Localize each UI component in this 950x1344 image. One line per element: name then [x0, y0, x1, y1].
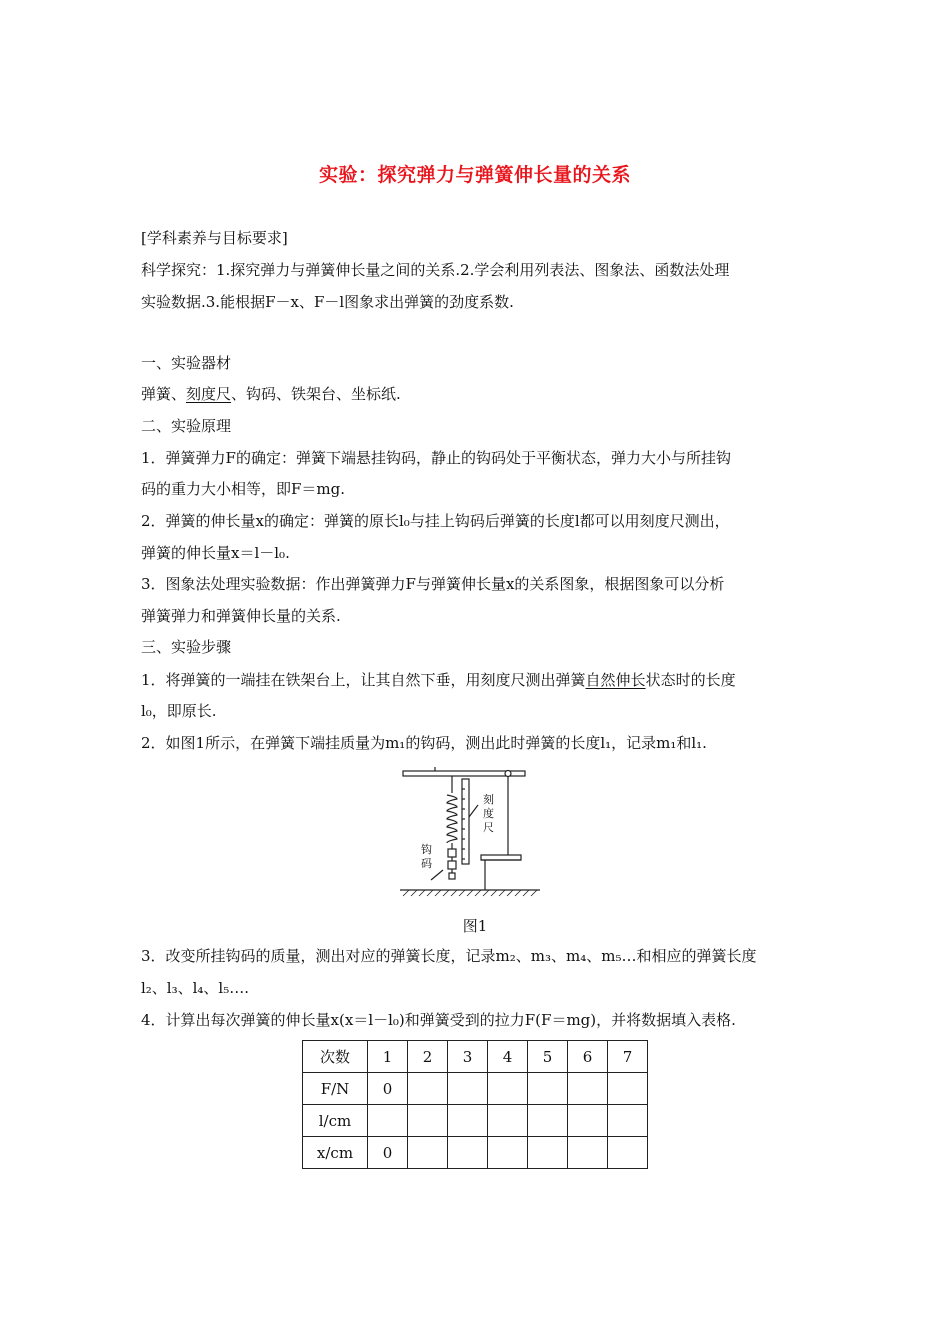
table-header-cell: 5	[528, 1041, 568, 1073]
step-3-line-2: l₂、l₃、l₄、l₅….	[141, 979, 250, 997]
section-3-header: 三、实验步骤	[141, 638, 232, 656]
table-cell	[488, 1073, 528, 1105]
apparatus-figure	[395, 765, 545, 900]
clamp-knob	[505, 771, 511, 777]
table-cell: 0	[368, 1137, 408, 1169]
weight-3	[449, 873, 455, 879]
stand-base	[481, 855, 521, 860]
ruler-label-1: 刻	[483, 793, 494, 806]
table-cell	[568, 1073, 608, 1105]
section-1-header: 一、实验器材	[141, 354, 232, 372]
weight-1	[448, 849, 456, 857]
table-row-label: x/cm	[303, 1137, 368, 1169]
equipment-text-a: 弹簧、	[141, 385, 187, 403]
table-cell	[448, 1105, 488, 1137]
table-cell	[528, 1073, 568, 1105]
table-header-cell: 3	[448, 1041, 488, 1073]
principle-1-line-1: 1．弹簧弹力F的确定：弹簧下端悬挂钩码，静止的钩码处于平衡状态，弹力大小与所挂钩	[141, 449, 731, 467]
goals-line-2: 实验数据.3.能根据F－x、F－l图象求出弹簧的劲度系数.	[141, 293, 514, 311]
table-cell	[368, 1105, 408, 1137]
goals-line-1: 科学探究：1.探究弹力与弹簧伸长量之间的关系.2.学会利用列表法、图象法、函数法处理	[141, 261, 730, 279]
equipment-ruler-underlined: 刻度尺	[186, 385, 232, 403]
data-table	[302, 1040, 648, 1169]
step-1-text-b: 状态时的长度	[645, 671, 736, 689]
table-cell	[528, 1105, 568, 1137]
table-cell	[608, 1073, 648, 1105]
step-3-line-1: 3．改变所挂钩码的质量，测出对应的弹簧长度，记录m₂、m₃、m₄、m₅…和相应的弹簧长度	[141, 947, 757, 965]
spring-icon	[447, 795, 457, 843]
equipment-line	[141, 384, 401, 404]
weights-label-1: 钩	[421, 843, 432, 856]
table-header-cell: 次数	[303, 1041, 368, 1073]
table-row	[303, 1137, 648, 1169]
principle-2-line-1: 2．弹簧的伸长量x的确定：弹簧的原长l₀与挂上钩码后弹簧的长度l都可以用刻度尺测出，	[141, 512, 730, 530]
table-cell	[568, 1105, 608, 1137]
document-title: 实验：探究弹力与弹簧伸长量的关系	[318, 164, 631, 186]
goals-header: [学科素养与目标要求]	[141, 229, 288, 247]
weight-2	[448, 861, 456, 869]
table-cell	[528, 1137, 568, 1169]
table-header-cell: 1	[368, 1041, 408, 1073]
table-cell: 0	[368, 1073, 408, 1105]
section-2-header: 二、实验原理	[141, 417, 232, 435]
table-header-cell: 2	[408, 1041, 448, 1073]
table-header-cell: 7	[608, 1041, 648, 1073]
ruler-icon	[462, 779, 469, 864]
table-row	[303, 1105, 648, 1137]
table-row-label: l/cm	[303, 1105, 368, 1137]
table-cell	[488, 1137, 528, 1169]
ruler-label-3: 尺	[483, 821, 494, 834]
principle-3-line-1: 3．图象法处理实验数据：作出弹簧弹力F与弹簧伸长量x的关系图象，根据图象可以分析	[141, 575, 725, 593]
principle-1-line-2: 码的重力大小相等，即F＝mg.	[141, 480, 346, 498]
step-4-line: 4．计算出每次弹簧的伸长量x(x＝l－l₀)和弹簧受到的拉力F(F＝mg)，并将数据填入表格.	[141, 1011, 736, 1029]
table-header-cell: 6	[568, 1041, 608, 1073]
figure-caption: 图1	[462, 917, 488, 935]
table-cell	[408, 1137, 448, 1169]
equipment-text-b: 、钩码、铁架台、坐标纸.	[231, 385, 401, 403]
table-cell	[488, 1105, 528, 1137]
table-cell	[448, 1137, 488, 1169]
step-1-natural-underlined: 自然伸长	[585, 671, 646, 689]
step-2-line: 2．如图1所示，在弹簧下端挂质量为m₁的钩码，测出此时弹簧的长度l₁，记录m₁和l₁.	[141, 734, 707, 752]
step-1-line-1	[141, 670, 736, 690]
table-cell	[608, 1105, 648, 1137]
table-cell	[608, 1137, 648, 1169]
table-cell	[408, 1105, 448, 1137]
ruler-label-2: 度	[483, 807, 494, 820]
step-1-line-2: l₀，即原长.	[141, 702, 217, 720]
weights-label-2: 码	[421, 857, 432, 870]
principle-2-line-2: 弹簧的伸长量x＝l－l₀.	[141, 544, 290, 562]
principle-3-line-2: 弹簧弹力和弹簧伸长量的关系.	[141, 607, 341, 625]
table-row	[303, 1073, 648, 1105]
table-cell	[568, 1137, 608, 1169]
step-1-text-a: 1．将弹簧的一端挂在铁架台上，让其自然下垂，用刻度尺测出弹簧	[141, 671, 586, 689]
table-cell	[408, 1073, 448, 1105]
table-header-row	[303, 1041, 648, 1073]
table-row-label: F/N	[303, 1073, 368, 1105]
table-header-cell: 4	[488, 1041, 528, 1073]
table-cell	[448, 1073, 488, 1105]
